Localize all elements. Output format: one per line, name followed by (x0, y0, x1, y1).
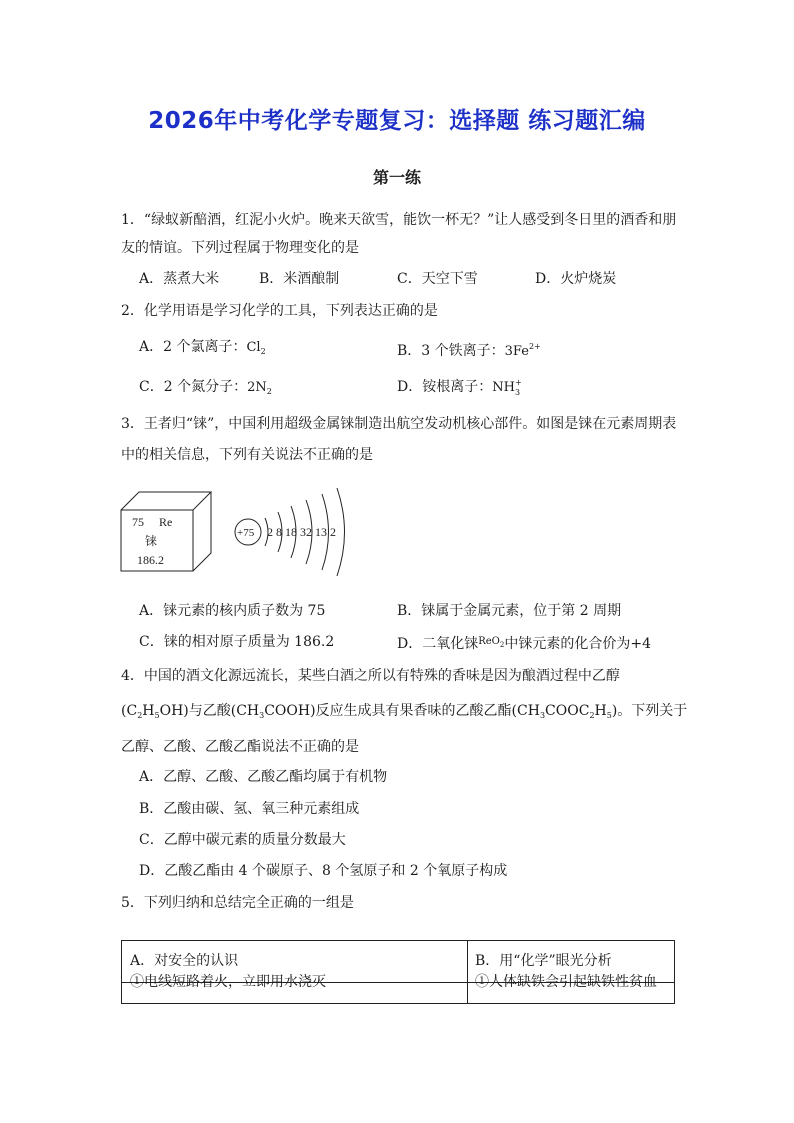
q4-formula-part: COOH)反应生成具有果香味的乙酸乙酯(CH (264, 703, 540, 719)
q4-formula-part: H (142, 703, 155, 719)
page-title: 2026年中考化学专题复习：选择题 练习题汇编 (148, 108, 646, 134)
q4-formula-part: )。下列关于 (611, 703, 688, 719)
q5-table-cell-a1: ①电线短路着火，立即用水浇灭 (130, 974, 326, 990)
q4-stem-line2 (121, 701, 687, 726)
q2-option-b-superscript: 2+ (528, 342, 541, 351)
q3-option-d-pre: D．二氧化铼 (397, 636, 479, 652)
q2-stem: 2．化学用语是学习化学的工具，下列表达正确的是 (121, 303, 438, 319)
q2-option-b (397, 337, 541, 362)
element-name: 铼 (145, 534, 158, 548)
q2-option-c-formula: 2N (247, 380, 267, 395)
q1-option-b: B．米酒酿制 (259, 271, 340, 287)
q1-stem-line2: 友的情谊。下列过程属于物理变化的是 (121, 240, 359, 256)
q2-option-d-formula: NH (492, 380, 515, 395)
q3-stem-line2: 中的相关信息，下列有关说法不正确的是 (121, 447, 373, 463)
q2-option-c-subscript: 2 (266, 387, 272, 396)
q2-option-d (397, 377, 521, 398)
q3-option-b: B．铼属于金属元素，位于第 2 周期 (397, 603, 622, 619)
q4-formula-part: H (594, 703, 607, 719)
q2-option-a (139, 337, 266, 362)
q4-formula-part: OH)与乙酸(CH (159, 703, 260, 719)
q4-stem-line3: 乙醇、乙酸、乙酸乙酯说法不正确的是 (121, 739, 359, 755)
q4-option-a: A．乙醇、乙酸、乙酸乙酯均属于有机物 (139, 769, 388, 785)
atom-shell-electrons: 2 8 18 32 13 2 (267, 525, 336, 539)
q5-table (121, 940, 675, 1004)
q3-option-d (397, 632, 651, 655)
q4-formula-sub: 5 (606, 711, 612, 720)
q4-option-c: C．乙醇中碳元素的质量分数最大 (139, 832, 346, 848)
q1-option-c: C．天空下雪 (397, 271, 478, 287)
q1-stem-line1: 1．“绿蚁新醅酒，红泥小火炉。晚来天欲雪，能饮一杯无？”让人感受到冬日里的酒香和朋 (121, 212, 677, 228)
section-heading: 第一练 (372, 168, 421, 187)
element-atomic-number: 75 (132, 515, 144, 529)
q3-option-a: A．铼元素的核内质子数为 75 (139, 603, 326, 619)
q2-option-c-text: C．2 个氮分子： (139, 379, 248, 395)
q4-formula-part: (C (121, 703, 138, 719)
table-divider-vertical (467, 941, 468, 1003)
q2-option-a-subscript: 2 (260, 347, 266, 356)
q1-option-a: A．蒸煮大米 (139, 271, 220, 287)
q2-option-d-subscript: 3 (514, 388, 521, 397)
q3-option-c: C．铼的相对原子质量为 186.2 (139, 634, 335, 650)
q2-option-a-formula: Cl (246, 340, 261, 355)
q4-formula-sub: 3 (259, 711, 265, 720)
q5-stem: 5．下列归纳和总结完全正确的一组是 (121, 895, 354, 911)
element-atomic-mass: 186.2 (137, 553, 164, 567)
q4-stem-line1: 4．中国的酒文化源远流长，某些白酒之所以有特殊的香味是因为酿酒过程中乙醇 (121, 668, 620, 684)
q2-option-d-scripts (514, 378, 522, 397)
q2-option-b-text: B．3 个铁离子： (397, 343, 505, 359)
q2-option-b-formula: 3Fe (504, 344, 529, 359)
q4-formula-sub: 5 (154, 711, 160, 720)
element-card-image (121, 492, 211, 571)
q3-option-d-subscript: 2 (499, 641, 505, 649)
q2-option-a-text: A．2 个氯离子： (139, 339, 247, 355)
q4-formula-sub: 2 (589, 711, 595, 720)
q5-table-head-b: B．用“化学”眼光分析 (475, 953, 612, 969)
atom-nucleus-charge: +75 (237, 527, 255, 539)
q4-option-b: B．乙酸由碳、氢、氧三种元素组成 (139, 801, 360, 817)
element-symbol: Re (159, 515, 173, 529)
q2-option-d-superscript: + (514, 378, 522, 387)
q3-stem-line1: 3．王者归“铼”，中国利用超级金属铼制造出航空发动机核心部件。如图是铼在元素周期表 (121, 416, 677, 432)
q3-option-d-post: 中铼元素的化合价为+4 (504, 636, 651, 652)
q4-formula-sub: 3 (539, 711, 546, 720)
q3-option-d-formula: ReO (478, 636, 500, 647)
q4-formula-part: COOC (545, 703, 590, 719)
q2-option-c (139, 377, 272, 402)
rhenium-figure (115, 478, 365, 578)
q2-option-d-text: D．铵根离子： (397, 379, 493, 395)
q4-option-d: D．乙酸乙酯由 4 个碳原子、8 个氢原子和 2 个氧原子构成 (139, 863, 508, 879)
q1-option-d: D．火炉烧炭 (535, 271, 617, 287)
q5-table-head-a: A．对安全的认识 (130, 953, 239, 969)
q4-formula-sub: 2 (137, 711, 143, 720)
q5-table-cell-b1: ①人体缺铁会引起缺铁性贫血 (475, 974, 657, 990)
